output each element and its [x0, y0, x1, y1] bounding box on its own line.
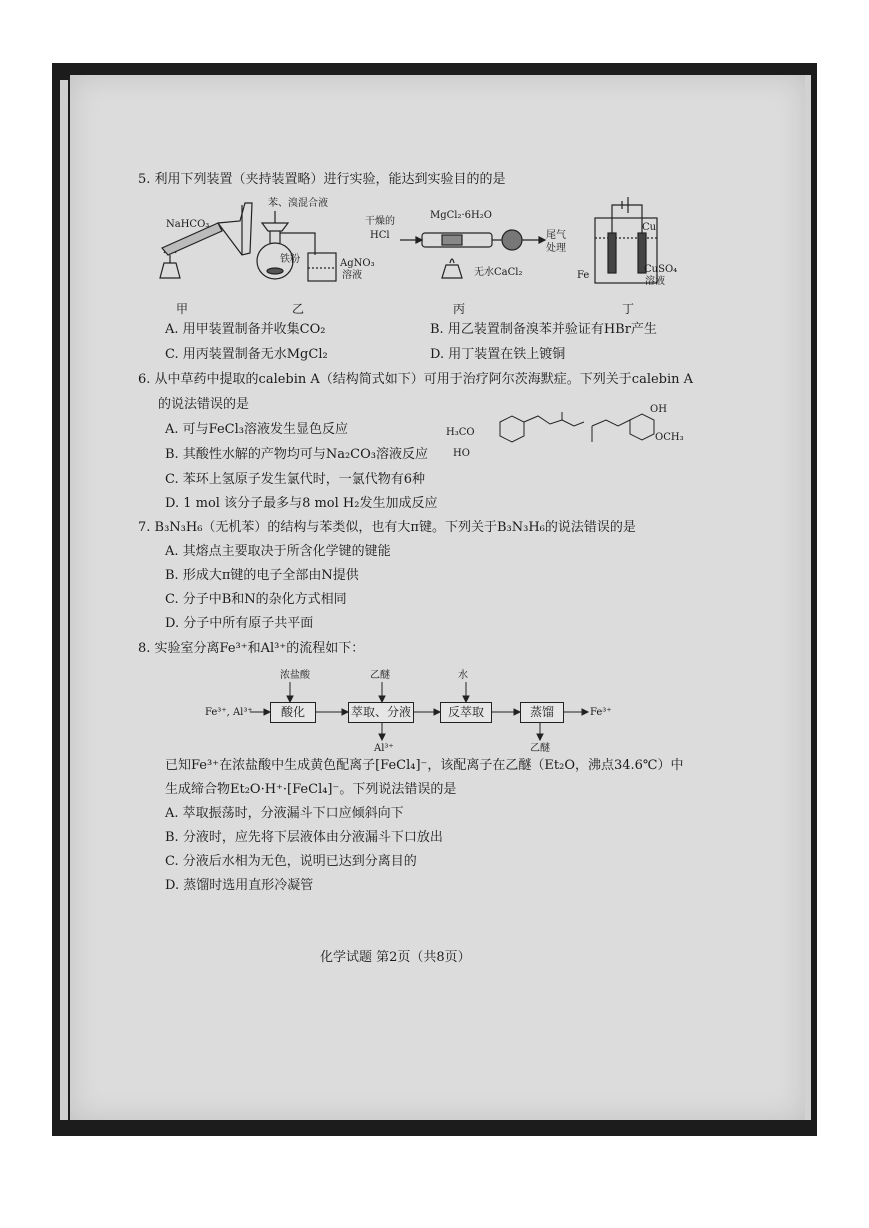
label-nahco3: NaHCO₃ [166, 219, 210, 230]
structure-ho: HO [453, 448, 470, 459]
q8-stem: 8. 实验室分离Fe³⁺和Al³⁺的流程如下： [138, 641, 365, 656]
label-hcl: HCl [370, 230, 390, 241]
label-cu: Cu [642, 222, 657, 233]
apparatus-label-ding: 丁 [622, 302, 635, 316]
flow-input-water: 水 [458, 670, 468, 681]
flow-output-al: Al³⁺ [374, 743, 394, 754]
label-dry: 干燥的 [365, 216, 395, 227]
label-agno3-sol: 溶液 [342, 270, 362, 281]
label-benzene-bromine: 苯、溴混合液 [268, 198, 328, 209]
label-tail: 尾气 [546, 230, 566, 241]
q5-option-a: A. 用甲装置制备并收集CO₂ [165, 322, 326, 337]
q7-option-c: C. 分子中B和N的杂化方式相同 [165, 592, 347, 607]
flow-input: Fe³⁺, Al³⁺ [205, 707, 253, 718]
flow-input-ether: 乙醚 [370, 670, 390, 681]
q6-option-d: D. 1 mol 该分子最多与8 mol H₂发生加成反应 [165, 496, 438, 511]
q6-option-b: B. 其酸性水解的产物均可与Na₂CO₃溶液反应 [165, 447, 428, 462]
label-tail2: 处理 [546, 243, 566, 254]
flow-output-fe: Fe³⁺ [590, 707, 612, 718]
q5-option-b: B. 用乙装置制备溴苯并验证有HBr产生 [430, 322, 657, 337]
q6-option-c: C. 苯环上氢原子发生氯代时，一氯代物有6种 [165, 472, 426, 487]
structure-och3: OCH₃ [655, 432, 684, 443]
q5-stem: 5. 利用下列装置（夹持装置略）进行实验，能达到实验目的的是 [138, 172, 506, 187]
label-agno3: AgNO₃ [340, 258, 375, 269]
q7-option-a: A. 其熔点主要取决于所含化学键的键能 [165, 544, 391, 559]
label-mgcl2: MgCl₂·6H₂O [430, 210, 492, 221]
q8-option-c: C. 分液后水相为无色，说明已达到分离目的 [165, 854, 417, 869]
q8-option-d: D. 蒸馏时选用直形冷凝管 [165, 878, 314, 893]
q8-option-a: A. 萃取振荡时，分液漏斗下口应倾斜向下 [165, 806, 404, 821]
q6-stem: 6. 从中草药中提取的calebin A（结构简式如下）可用于治疗阿尔茨海默症。下列关于calebin A [138, 372, 694, 387]
structure-h3co: H₃CO [446, 427, 475, 438]
structure-oh: OH [650, 404, 667, 415]
flow-step-distill: 蒸馏 [520, 702, 564, 723]
q6-stem-cont: 的说法错误的是 [158, 397, 250, 412]
label-fe: Fe [577, 270, 590, 281]
flow-output-ether: 乙醚 [530, 743, 550, 754]
q7-option-d: D. 分子中所有原子共平面 [165, 616, 314, 631]
apparatus-label-yi: 乙 [292, 302, 305, 316]
flow-input-acid: 浓盐酸 [280, 670, 310, 681]
paper-edge [60, 80, 68, 1120]
label-iron: 铁粉 [280, 254, 300, 265]
q7-stem: 7. B₃N₃H₆（无机苯）的结构与苯类似，也有大π键。下列关于B₃N₃H₆的说法错误的是 [138, 520, 636, 535]
flow-step-back-extract: 反萃取 [440, 702, 492, 723]
q7-option-b: B. 形成大π键的电子全部由N提供 [165, 568, 359, 583]
q6-option-a: A. 可与FeCl₃溶液发生显色反应 [165, 422, 348, 437]
q8-option-b: B. 分液时，应先将下层液体由分液漏斗下口放出 [165, 830, 443, 845]
apparatus-label-jia: 甲 [176, 302, 189, 316]
apparatus-label-bing: 丙 [453, 302, 466, 316]
label-cuso4: CuSO₄ [644, 264, 678, 275]
label-cacl2: 无水CaCl₂ [474, 267, 523, 278]
paper-edge [805, 75, 811, 1120]
flow-step-acidify: 酸化 [270, 702, 316, 723]
q5-option-d: D. 用丁装置在铁上镀铜 [430, 347, 566, 362]
q8-known-line2: 生成缔合物Et₂O·H⁺·[FeCl₄]⁻。下列说法错误的是 [165, 782, 457, 797]
q8-known-line1: 已知Fe³⁺在浓盐酸中生成黄色配离子[FeCl₄]⁻，该配离子在乙醚（Et₂O，沸点34.6℃）中 [165, 758, 684, 773]
flow-step-extract: 萃取、分液 [348, 702, 414, 723]
q5-option-c: C. 用丙装置制备无水MgCl₂ [165, 347, 328, 362]
page-footer: 化学试题 第2页（共8页） [320, 950, 471, 965]
label-cuso4-sol: 溶液 [645, 276, 665, 287]
